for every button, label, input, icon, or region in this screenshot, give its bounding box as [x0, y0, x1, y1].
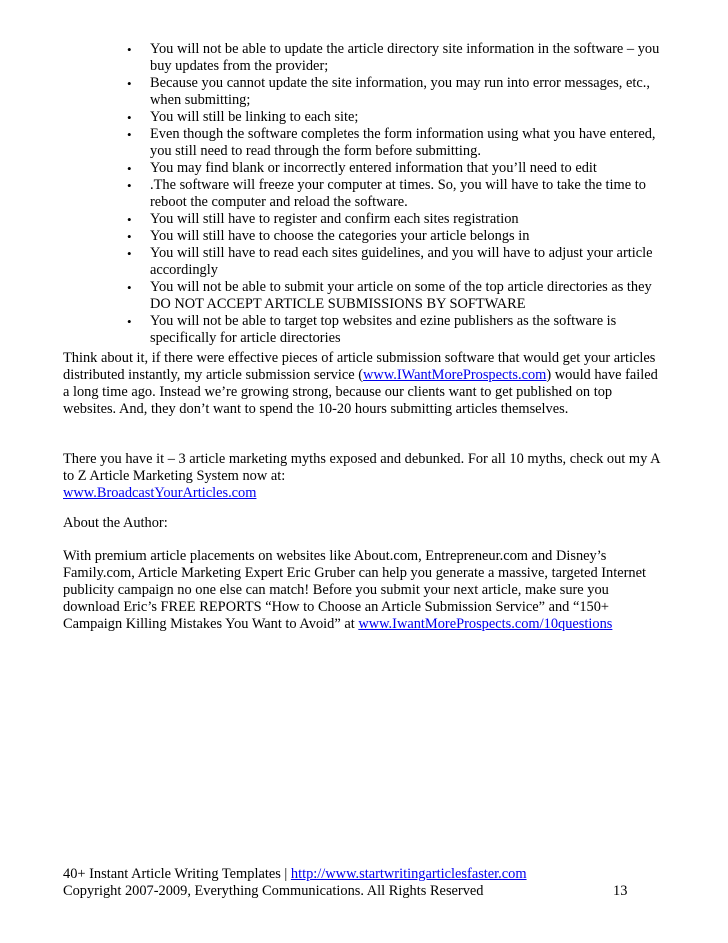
bullet-item: [127, 228, 670, 245]
bullet-item: [127, 126, 670, 160]
bullet-icon: •: [127, 110, 132, 125]
bullet-item: [127, 177, 670, 211]
bullet-text: You will not be able to submit your article on some of the top article directories as they DO NOT ACCEPT ARTICLE SUBMISSIONS BY SOFTWARE: [150, 279, 652, 312]
page-number: 13: [613, 883, 628, 899]
footer-line: [63, 866, 663, 883]
bullet-icon: •: [127, 246, 132, 261]
bullet-item: [127, 245, 670, 279]
bullet-item: [127, 41, 670, 75]
bullet-text: You may find blank or incorrectly entered information that you’ll need to edit: [150, 160, 597, 176]
paragraph-software-argument: [63, 350, 663, 418]
bullet-text: Because you cannot update the site information, you may run into error messages, etc., when submitting;: [150, 75, 650, 108]
bullet-icon: •: [127, 76, 132, 91]
paragraph-text: ) would have failed a long time ago. Instead we’re growing strong, because our clients want to get published on top websites. And, they don’t want to spend the 10-20 hours submitting articles themselves.: [63, 367, 658, 417]
bullet-list: [127, 41, 670, 347]
bullet-text: You will still have to read each sites guidelines, and you will have to adjust your article accordingly: [150, 245, 653, 278]
bullet-item: [127, 211, 670, 228]
prospects-link[interactable]: www.IWantMoreProspects.com: [363, 367, 547, 383]
paragraph-text: Think about it, if there were effective pieces of article submission software that would get your articles distributed instantly, my article submission service (: [63, 350, 656, 383]
bullet-text: .The software will freeze your computer at times. So, you will have to take the time to reboot the computer and reload the software.: [150, 177, 646, 210]
bullet-icon: •: [127, 314, 132, 329]
paragraph-text: With premium article placements on websites like About.com, Entrepreneur.com and Disney’s Family.com, Article Marketing Expert Eric Gruber can help you generate a massive, targeted Internet publicity campaign no one else can match! Before you submit your next article, make sure you download Eric’s FREE REPORTS “How to Choose an Article Submission Service” and “150+ Campaign Killing Mistakes You Want to Avoid” at: [63, 548, 647, 632]
about-heading: About the Author:: [63, 515, 168, 531]
paragraph-myths-summary: [63, 451, 663, 502]
questions-link[interactable]: www.IwantMoreProspects.com/10questions: [358, 616, 613, 632]
footer-line: [63, 883, 663, 900]
bullet-icon: •: [127, 229, 132, 244]
footer-text: 40+ Instant Article Writing Templates |: [63, 866, 291, 882]
bullet-icon: •: [127, 280, 132, 295]
bullet-text: You will still have to choose the categories your article belongs in: [150, 228, 530, 244]
footer-link[interactable]: http://www.startwritingarticlesfaster.com: [290, 866, 527, 882]
bullet-text: You will not be able to target top websites and ezine publishers as the software is specifically for article directories: [150, 313, 617, 346]
bullet-text: You will still be linking to each site;: [150, 109, 359, 125]
bullet-item: [127, 313, 670, 347]
bullet-icon: •: [127, 161, 132, 176]
bullet-item: [127, 75, 670, 109]
page-footer: [63, 866, 663, 900]
bullet-icon: •: [127, 42, 132, 57]
bullet-item: [127, 109, 670, 126]
copyright-text: Copyright 2007-2009, Everything Communications. All Rights Reserved: [63, 883, 484, 899]
bullet-icon: •: [127, 127, 132, 142]
bullet-item: [127, 160, 670, 177]
bullet-icon: •: [127, 178, 132, 193]
bullet-item: [127, 279, 670, 313]
paragraph-author-bio: [63, 548, 663, 633]
bullet-icon: •: [127, 212, 132, 227]
bullet-text: You will still have to register and confirm each sites registration: [150, 211, 519, 227]
bullet-text: Even though the software completes the form information using what you have entered, you still need to read through the form before submitting.: [150, 126, 656, 159]
bullet-text: You will not be able to update the article directory site information in the software – you buy updates from the provider;: [150, 41, 660, 74]
paragraph-text: There you have it – 3 article marketing myths exposed and debunked. For all 10 myths, check out my A to Z Article Marketing System now at:: [63, 451, 660, 484]
broadcast-link[interactable]: www.BroadcastYourArticles.com: [63, 485, 257, 501]
